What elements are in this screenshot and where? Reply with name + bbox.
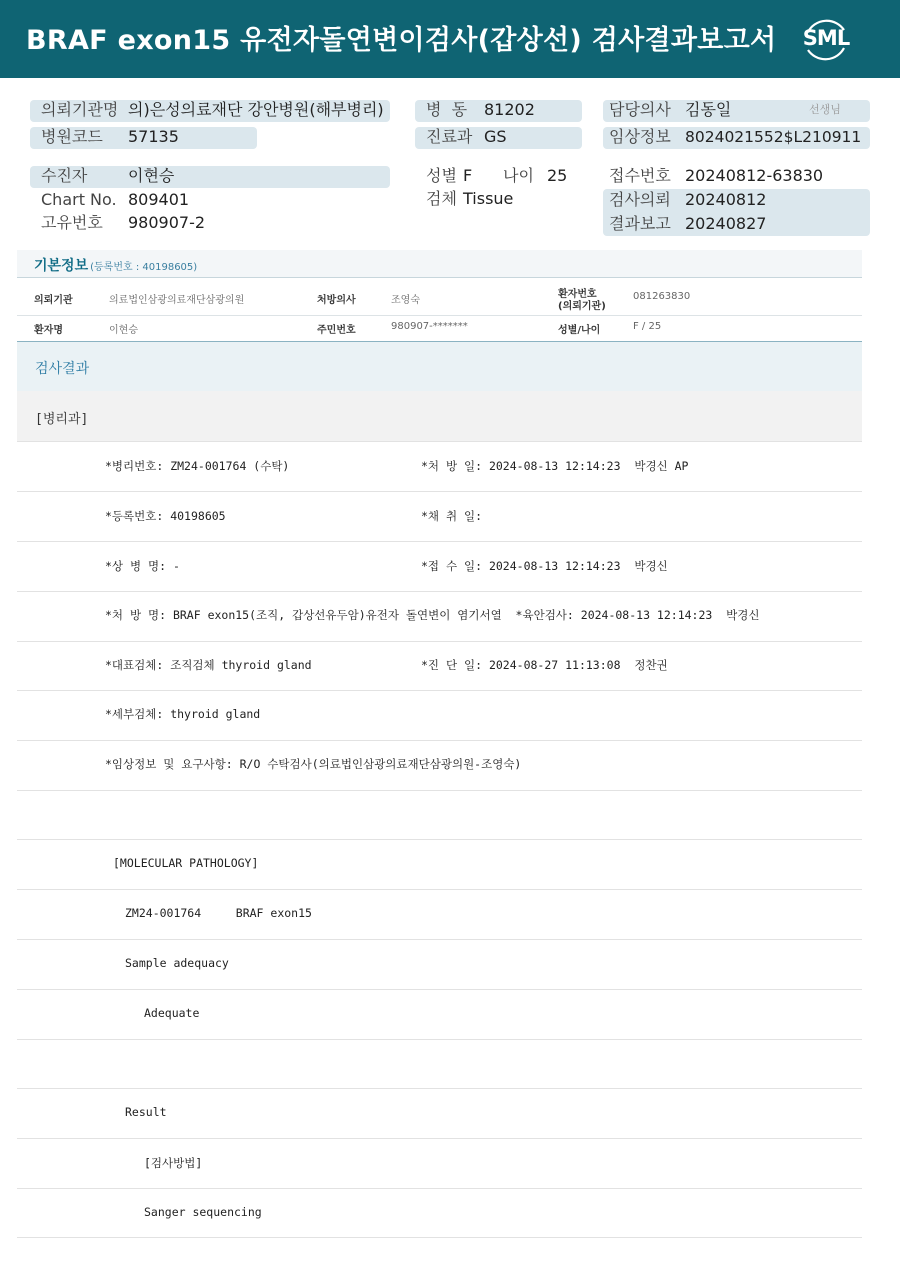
doctor-label: 담당의사	[609, 100, 671, 119]
doctor-row	[603, 99, 870, 121]
molecular-case-line: ZM24-001764 BRAF exon15	[125, 906, 312, 920]
department-value: GS	[484, 127, 507, 146]
basic-info-row-1	[17, 280, 862, 314]
patient-number-sublabel: (의뢰기관)	[558, 301, 606, 312]
patient-row	[30, 165, 390, 187]
collection-date: *채 취 일:	[421, 509, 483, 523]
result-row-line	[17, 1188, 862, 1189]
age-label: 나이	[503, 166, 534, 185]
receipt-label: 접수번호	[609, 166, 671, 185]
institution-row	[30, 99, 390, 121]
result-row-line	[17, 1039, 862, 1040]
test-method-heading: [검사방법]	[144, 1156, 203, 1170]
hospital-code-label: 병원코드	[41, 127, 103, 146]
patient-name-value: 이현승	[109, 325, 138, 336]
detailed-specimen: *세부검체: thyroid gland	[105, 707, 261, 721]
basic-info-title	[34, 255, 197, 275]
result-section-title: 검사결과	[35, 361, 90, 377]
sex-age-value: F / 25	[633, 321, 662, 332]
specimen-row	[415, 188, 595, 210]
ward-row	[415, 99, 582, 121]
basic-info-divider	[17, 277, 862, 278]
ward-value: 81202	[484, 100, 535, 119]
result-row-line	[17, 740, 862, 741]
clinical-info-row	[603, 126, 870, 148]
result-row-line	[17, 641, 862, 642]
specimen-label: 검체	[426, 189, 457, 208]
logo-text: SML	[802, 26, 850, 50]
representative-specimen: *대표검체: 조직검체 thyroid gland	[105, 658, 312, 672]
sex-age-row	[415, 165, 595, 187]
test-request-label: 검사의뢰	[609, 190, 671, 209]
result-report-value: 20240827	[685, 214, 767, 233]
patient-value: 이현승	[128, 166, 175, 185]
doctor-suffix: 선생님	[809, 103, 841, 116]
patient-number-value: 081263830	[633, 291, 691, 302]
result-row-line	[17, 989, 862, 990]
report-title: BRAF exon15 유전자돌연변이검사(갑상선) 검사결과보고서	[26, 25, 777, 56]
department-row	[415, 126, 582, 148]
result-row-line	[17, 839, 862, 840]
receipt-row	[603, 165, 870, 187]
result-row-line	[17, 1138, 862, 1139]
requesting-institution-label: 의뢰기관	[34, 295, 73, 306]
result-row-line	[17, 441, 862, 442]
sml-logo	[800, 14, 852, 66]
resident-number-label: 주민번호	[317, 325, 356, 336]
receipt-date: *접 수 일: 2024-08-13 12:14:23 박경신	[421, 559, 668, 573]
result-row-line	[17, 939, 862, 940]
unique-number-value: 980907-2	[128, 213, 206, 232]
report-header	[0, 0, 900, 78]
chart-value: 809401	[128, 190, 190, 209]
registration-number: (등록번호 : 40198605)	[90, 262, 198, 273]
result-label: Result	[125, 1105, 167, 1119]
molecular-pathology-heading: [MOLECULAR PATHOLOGY]	[113, 856, 259, 870]
ward-label: 병 동	[426, 100, 468, 119]
basic-info-row-2	[17, 316, 862, 340]
receipt-value: 20240812-63830	[685, 166, 824, 185]
diagnosis-name: *상 병 명: -	[105, 559, 180, 573]
result-row-line	[17, 790, 862, 791]
hospital-code-row	[30, 126, 257, 148]
result-row-line	[17, 541, 862, 542]
test-method-value: Sanger sequencing	[144, 1205, 262, 1219]
resident-number-value: 980907-*******	[391, 321, 468, 332]
result-row-line	[17, 889, 862, 890]
registration-line: *등록번호: 40198605	[105, 509, 226, 523]
pathology-number: *병리번호: ZM24-001764 (수탁)	[105, 459, 290, 473]
patient-label: 수진자	[41, 166, 88, 185]
result-report-row	[603, 213, 870, 235]
result-report-label: 결과보고	[609, 214, 671, 233]
test-request-value: 20240812	[685, 190, 767, 209]
unique-number-label: 고유번호	[41, 213, 103, 232]
result-row-line	[17, 591, 862, 592]
chart-row	[30, 189, 390, 211]
patient-name-label: 환자명	[34, 325, 63, 336]
age-value: 25	[547, 166, 568, 185]
basic-info-heading: 기본정보	[34, 258, 89, 274]
prescription-name: *처 방 명: BRAF exon15(조직, 갑상선유두암)유전자 돌연변이 염기서열 *육안검사: 2024-08-13 12:14:23 박경신	[105, 608, 760, 622]
sample-adequacy-value: Adequate	[144, 1006, 200, 1020]
clinical-info-value: 8024021552$L210911	[685, 128, 862, 146]
institution-value: 의)은성의료재단 강안병원(해부병리)	[128, 100, 384, 119]
clinical-info-request: *임상정보 및 요구사항: R/O 수탁검사(의료법인삼광의료재단삼광의원-조영숙)	[105, 757, 522, 771]
prescribing-doctor-value: 조영숙	[391, 295, 420, 306]
prescribing-doctor-label: 처방의사	[317, 295, 356, 306]
clinical-info-label: 임상정보	[609, 127, 671, 146]
prescription-date: *처 방 일: 2024-08-13 12:14:23 박경신 AP	[421, 459, 689, 473]
sex-label: 성별	[426, 166, 457, 185]
sample-adequacy-label: Sample adequacy	[125, 956, 229, 970]
sex-age-label: 성별/나이	[558, 325, 601, 336]
department-heading: [병리과]	[35, 412, 89, 427]
institution-label: 의뢰기관명	[41, 100, 119, 119]
department-label: 진료과	[426, 127, 473, 146]
doctor-value: 김동일	[685, 100, 732, 119]
result-row-line	[17, 1088, 862, 1089]
specimen-value: Tissue	[463, 189, 514, 208]
result-row-line	[17, 491, 862, 492]
sex-value: F	[463, 166, 473, 185]
patient-number-label: 환자번호	[558, 289, 597, 300]
chart-label: Chart No.	[41, 190, 117, 209]
unique-number-row	[30, 212, 390, 234]
hospital-code-value: 57135	[128, 127, 179, 146]
result-row-line	[17, 1237, 862, 1238]
diagnosis-date: *진 단 일: 2024-08-27 11:13:08 정찬권	[421, 658, 668, 672]
result-section-header	[17, 341, 862, 392]
requesting-institution-value: 의료법인삼광의료재단삼광의원	[109, 295, 245, 306]
result-row-line	[17, 690, 862, 691]
test-request-row	[603, 189, 870, 211]
department-heading-row	[17, 391, 862, 441]
